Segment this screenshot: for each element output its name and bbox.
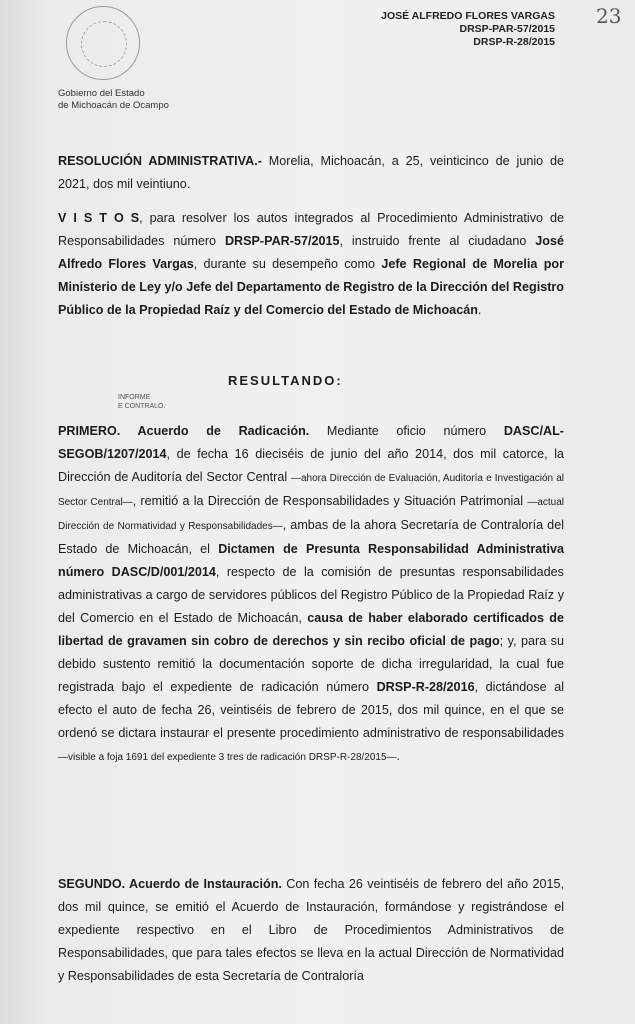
- state-seal: [66, 6, 140, 80]
- vistos-position: Jefe Regional de Morelia por Ministerio de Ley y/o Jefe del Departamento de Registro de la Dirección del Registro Público de la Propiedad Raíz y del Comercio del Estado de Michoacán: [58, 257, 564, 317]
- primero-text: , remitió a la Dirección de Responsabilidades y Situación Patrimonial: [132, 494, 528, 508]
- seal-emblem: [81, 21, 127, 67]
- primero-cause: causa de haber elaborado certificados de libertad de gravamen sin cobro de derechos y sin recibo oficial de pago: [58, 611, 564, 648]
- primero-text: , ambas de la ahora Secretaría de Contraloría del Estado de Michoacán, el: [58, 518, 564, 556]
- vistos-text: , durante su desempeño como: [193, 257, 382, 271]
- government-line-2: de Michoacán de Ocampo: [58, 100, 169, 111]
- segundo-paragraph: [58, 873, 564, 988]
- page-number: 23: [596, 4, 622, 28]
- primero-dictamen: Dictamen de Presunta Responsabilidad Administrativa número DASC/D/001/2014: [58, 542, 565, 579]
- primero-text: .: [396, 749, 401, 763]
- header-name: JOSÉ ALFREDO FLORES VARGAS: [381, 10, 555, 22]
- primero-text: , respecto de la comisión de presuntas responsabilidades administrativas a cargo de servidores públicos del Registro Público de la Propiedad Raíz y del Comercio en el Estado de Michoacán,: [58, 565, 564, 625]
- government-label: [58, 88, 169, 112]
- vistos-lead: V I S T O S: [58, 211, 140, 225]
- primero-aside: —actual Dirección de Normatividad y Responsabilidades—: [58, 497, 564, 532]
- resultando-heading: RESULTANDO:: [228, 373, 343, 388]
- header-case-number: DRSP-PAR-57/2015: [459, 23, 555, 35]
- margin-note: [118, 393, 165, 411]
- intro-text: Morelia, Michoacán, a 25, veinticinco de junio de 2021, dos mil veintiuno.: [58, 154, 565, 191]
- government-line-1: Gobierno del Estado: [58, 88, 145, 99]
- primero-oficio-number: DASC/AL-SEGOB/1207/2014: [58, 424, 564, 461]
- primero-aside: —visible a foja 1691 del expediente 3 tres de radicación DRSP-R-28/2015—: [58, 752, 397, 763]
- segundo-lead: SEGUNDO. Acuerdo de Instauración.: [58, 877, 282, 891]
- vistos-person-name: José Alfredo Flores Vargas: [58, 234, 564, 271]
- resolution-title: RESOLUCIÓN ADMINISTRATIVA.-: [58, 154, 262, 168]
- primero-text: Mediante oficio número: [309, 424, 504, 438]
- primero-aside: —ahora Dirección de Evaluación, Auditoría e Investigación al Sector Central—: [58, 473, 564, 508]
- primero-text: , de fecha 16 dieciséis de junio del año 2014, dos mil catorce, la Dirección de Auditoría del Sector Central: [58, 447, 564, 484]
- primero-text: ; y, para su debido sustento remitió la documentación soporte de dicha irregularidad, la cual fue registrada bajo el expediente de radicación número: [58, 634, 564, 694]
- primero-paragraph: [58, 420, 564, 769]
- case-header: [381, 10, 555, 49]
- primero-lead: PRIMERO. Acuerdo de Radicación.: [58, 424, 310, 438]
- primero-file-number: DRSP-R-28/2016: [376, 680, 475, 694]
- margin-note-line-2: E CONTRALO.: [118, 403, 166, 410]
- header-file-number: DRSP-R-28/2015: [473, 36, 555, 48]
- intro-paragraph: [58, 150, 564, 196]
- primero-text: , dictándose al efecto el auto de fecha 26, veintiséis de febrero de 2015, dos mil quince, en el que se ordenó se dictara instaurar el presente procedimiento administrativo de responsabilidades: [58, 680, 565, 740]
- vistos-text: , instruido frente al ciudadano: [339, 234, 536, 248]
- vistos-text: , para resolver los autos integrados al Procedimiento Administrativo de Responsabilidades número: [58, 211, 564, 248]
- margin-note-line-1: INFORME: [118, 394, 151, 401]
- vistos-case-number: DRSP-PAR-57/2015: [224, 234, 340, 248]
- vistos-paragraph: [58, 207, 564, 322]
- segundo-text: Con fecha 26 veintiséis de febrero del año 2015, dos mil quince, se emitió el Acuerdo de Instauración, formándose y registrándose el expediente respectivo en el Libro de Procedimientos Administrativos de Responsabilidades, que para tales efectos se lleva en la actual Dirección de Normatividad y Responsabilidades de esta Secretaría de Contraloría: [58, 877, 564, 983]
- vistos-text: .: [477, 303, 482, 317]
